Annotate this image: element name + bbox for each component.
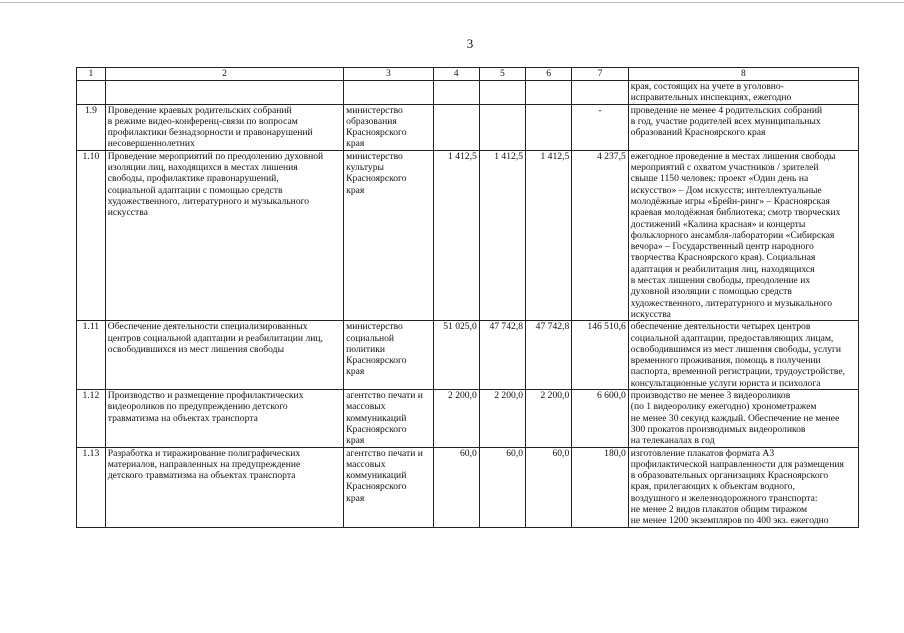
- value-cell: [479, 81, 525, 105]
- value-cell: 1 412,5: [433, 150, 479, 320]
- column-number-header: 2: [105, 68, 343, 81]
- table-row: [77, 150, 859, 320]
- table-row: [77, 321, 859, 390]
- total-cell: 4 237,5: [572, 150, 629, 320]
- column-number-header: 3: [344, 68, 433, 81]
- executor-cell: агентство печати и массовых коммуникаций Красноярского края: [344, 447, 433, 527]
- value-cell: 1 412,5: [479, 150, 525, 320]
- value-cell: [479, 104, 525, 150]
- column-number-header: 6: [526, 68, 572, 81]
- executor-cell: министерство социальной политики Красноярского края: [344, 321, 433, 390]
- value-cell: 2 200,0: [526, 390, 572, 447]
- table-row: [77, 390, 859, 447]
- column-number-header: 1: [77, 68, 106, 81]
- result-cell: изготовление плакатов формата А3 профилактической направленности для размещения в образовательных организациях Красноярского края, прилегающих к объектам водного, воздушного и железнодорожного транспорта: не менее 2 видов плакатов общим тиражом не менее 1200 экземпляров по 400 экз. ежегодно: [628, 447, 858, 527]
- row-id-cell: 1.9: [77, 104, 106, 150]
- total-cell: 6 600,0: [572, 390, 629, 447]
- value-cell: 47 742,8: [526, 321, 572, 390]
- column-number-row: [77, 68, 859, 81]
- total-cell: 146 510,6: [572, 321, 629, 390]
- row-id-cell: [77, 81, 106, 105]
- row-id-cell: 1.13: [77, 447, 106, 527]
- measure-name-cell: [105, 81, 343, 105]
- value-cell: [433, 81, 479, 105]
- value-cell: [526, 81, 572, 105]
- value-cell: 47 742,8: [479, 321, 525, 390]
- value-cell: 60,0: [479, 447, 525, 527]
- measures-table: [76, 67, 859, 528]
- executor-cell: [344, 81, 433, 105]
- column-number-header: 7: [572, 68, 629, 81]
- value-cell: 2 200,0: [479, 390, 525, 447]
- result-cell: проведение не менее 4 родительских собраний в год, участие родителей всех муниципальных образований Красноярского края: [628, 104, 858, 150]
- result-cell: производство не менее 3 видеороликов (по 1 видеоролику ежегодно) хронометражем не менее 30 секунд каждый. Обеспечение не менее 300 прокатов производимых видеороликов на телеканалах в год: [628, 390, 858, 447]
- value-cell: [526, 104, 572, 150]
- top-edge-rule: [0, 2, 904, 3]
- continuation-row: [77, 81, 859, 105]
- measure-name-cell: Обеспечение деятельности специализированных центров социальной адаптации и реабилитации лиц, освободившихся из мест лишения свободы: [105, 321, 343, 390]
- value-cell: 1 412,5: [526, 150, 572, 320]
- row-id-cell: 1.10: [77, 150, 106, 320]
- row-id-cell: 1.12: [77, 390, 106, 447]
- row-id-cell: 1.11: [77, 321, 106, 390]
- measure-name-cell: Производство и размещение профилактических видеороликов по предупреждению детского травматизма на объектах транспорта: [105, 390, 343, 447]
- result-cell: края, состоящих на учете в уголовно- исправительных инспекциях, ежегодно: [628, 81, 858, 105]
- measure-name-cell: Проведение мероприятий по преодолению духовной изоляции лиц, находящихся в местах лишения свободы, профилактике правонарушений, социальной адаптации с помощью средств художественного, литературного и музыкального искусства: [105, 150, 343, 320]
- value-cell: 60,0: [433, 447, 479, 527]
- executor-cell: министерство образования Красноярского края: [344, 104, 433, 150]
- value-cell: 2 200,0: [433, 390, 479, 447]
- result-cell: ежегодное проведение в местах лишения свободы мероприятий с охватом участников / зрителей свыше 1150 человек: проект «Один день на искусство» – Дом искусств; интеллектуальные молодёжные игры «Брейн-ринг» – Красноярская краевая молодёжная библиотека; смотр творческих достижений «Калина красная» и концерты фольклорного ансамбля-лаборатории «Сибирская вечора» – Государственный центр народного творчества Красноярского края). Социальная адаптация и реабилитация лиц, находящихся в местах лишения свободы, преодоление их духовной изоляции с помощью средств художественного, литературного и музыкального искусства: [628, 150, 858, 320]
- executor-cell: агентство печати и массовых коммуникаций Красноярского края: [344, 390, 433, 447]
- executor-cell: министерство культуры Красноярского края: [344, 150, 433, 320]
- column-number-header: 4: [433, 68, 479, 81]
- table-row: [77, 447, 859, 527]
- value-cell: [433, 104, 479, 150]
- total-cell: [572, 81, 629, 105]
- page-number: 3: [466, 36, 474, 51]
- total-cell: 180,0: [572, 447, 629, 527]
- value-cell: 51 025,0: [433, 321, 479, 390]
- measure-name-cell: Разработка и тиражирование полиграфических материалов, направленных на предупреждение детского травматизма на объектах транспорта: [105, 447, 343, 527]
- result-cell: обеспечение деятельности четырех центров социальной адаптации, предоставляющих лицам, освободившимся из мест лишения свободы, услуги временного проживания, помощь в получении паспорта, временной регистрации, трудоустройстве, консультационные услуги юриста и психолога: [628, 321, 858, 390]
- column-number-header: 8: [628, 68, 858, 81]
- column-number-header: 5: [479, 68, 525, 81]
- table-row: [77, 104, 859, 150]
- measure-name-cell: Проведение краевых родительских собраний в режиме видео-конференц-связи по вопросам профилактики безнадзорности и правонарушений несовершеннолетних: [105, 104, 343, 150]
- value-cell: 60,0: [526, 447, 572, 527]
- total-cell: -: [572, 104, 629, 150]
